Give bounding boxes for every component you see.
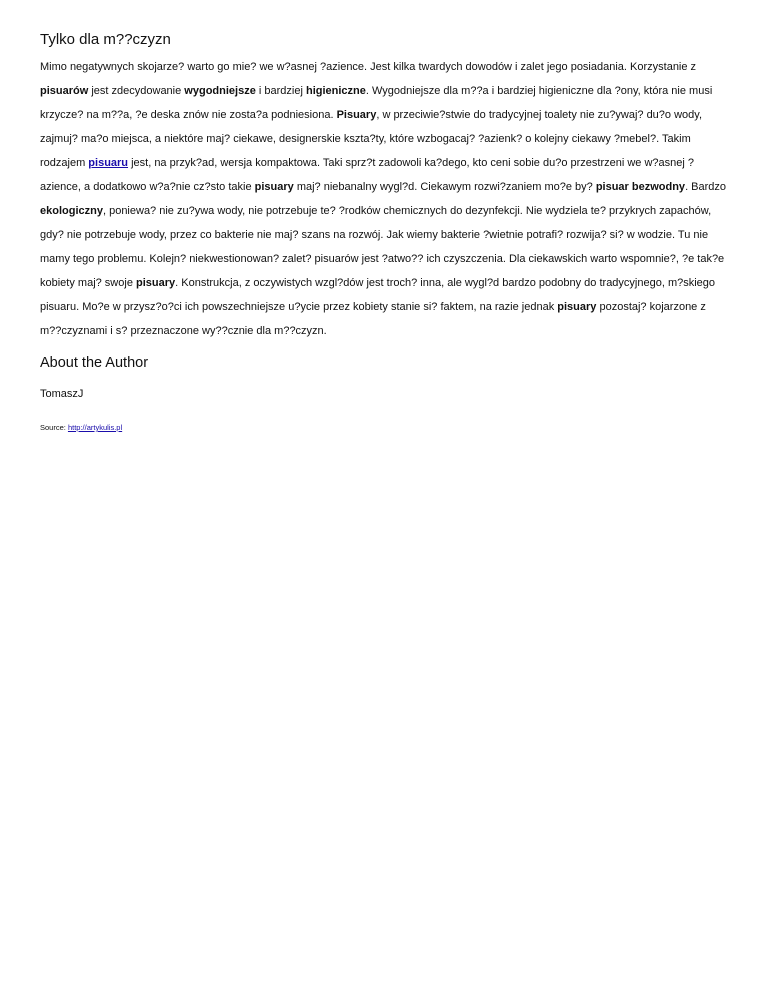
keyword-link[interactable]: pisuaru xyxy=(88,157,129,169)
body-text-segment: . Wygodniejsze dla m??a i bardziej higieniczne dla ?ony, która nie musi krzycze? na m??a, ?e deska znów nie zosta?a podniesiona. xyxy=(40,85,713,121)
body-text-segment: maj? niebanalny wygl?d. Ciekawym rozwi?zaniem mo?e by? xyxy=(293,181,596,193)
source-label: Source: xyxy=(40,423,68,432)
article-body xyxy=(40,55,728,343)
bold-keyword: wygodniejsze xyxy=(184,85,256,97)
article-title: Tylko dla m??czyzn xyxy=(40,31,171,48)
body-text-segment: i bardziej xyxy=(255,85,306,97)
body-text-segment: , poniewa? nie zu?ywa wody, nie potrzebuje te? ?rodków chemicznych do dezynfekcji. Nie wydziela te? przykrych zapachów, gdy? nie potrzebuje wody, przez co bakterie nie maj? szans na rozwój. Jak wiemy bakterie ?wietnie potrafi? rozwija? si? w wodzie. Tu nie mamy tego problemu. Kolejn? niekwestionowan? zalet? pisuarów jest ?atwo?? ich czyszczenia. Dla ciekawskich warto wspomnie?, ?e tak?e kobiety maj? swoje xyxy=(40,205,725,289)
bold-keyword: Pisuary xyxy=(336,109,377,121)
body-text-segment: . Konstrukcja, z oczywistych wzgl?dów jest troch? inna, ale wygl?d bardzo podobny do tradycyjnego, m?skiego pisuaru. Mo?e w przysz?o?ci ich powszechniejsze u?ycie przez kobiety stanie si? faktem, na razie jednak xyxy=(40,277,716,313)
document-page xyxy=(0,0,768,434)
source-line xyxy=(40,422,728,434)
bold-keyword: pisuar bezwodny xyxy=(595,181,686,193)
body-text-segment: jest, na przyk?ad, wersja kompaktowa. Taki sprz?t zadowoli ka?dego, kto ceni sobie du?o przestrzeni we w?asnej ?azience, a dodatkowo w?a?nie cz?sto takie xyxy=(40,157,695,193)
author-heading: About the Author xyxy=(40,355,149,371)
source-link[interactable]: http://artykulis.pl xyxy=(67,423,123,432)
author-name: TomaszJ xyxy=(40,388,84,400)
bold-keyword: pisuarów xyxy=(40,85,89,97)
body-text-segment: jest zdecydowanie xyxy=(88,85,185,97)
bold-keyword: higieniczne xyxy=(305,85,366,97)
bold-keyword: pisuary xyxy=(557,301,597,313)
body-text-segment: . Bardzo xyxy=(685,181,727,193)
body-text-segment: pozostaj? kojarzone z m??czyznami i s? przeznaczone wy??cznie dla m??czyzn. xyxy=(40,301,706,337)
bold-keyword: ekologiczny xyxy=(40,205,103,217)
bold-keyword: pisuary xyxy=(254,181,294,193)
bold-keyword: pisuary xyxy=(136,277,176,289)
body-text-segment: , w przeciwie?stwie do tradycyjnej toalety nie zu?ywaj? du?o wody, zajmuj? ma?o miejsca, a niektóre maj? ciekawe, designerskie kszta?ty, które wzbogacaj? ?azienk? o kolejny ciekawy ?mebel?. Takim rodzajem xyxy=(40,109,703,169)
body-text-segment: Mimo negatywnych skojarze? warto go mie? we w?asnej ?azience. Jest kilka twardych dowodów i zalet jego posiadania. Korzystanie z xyxy=(40,61,697,73)
